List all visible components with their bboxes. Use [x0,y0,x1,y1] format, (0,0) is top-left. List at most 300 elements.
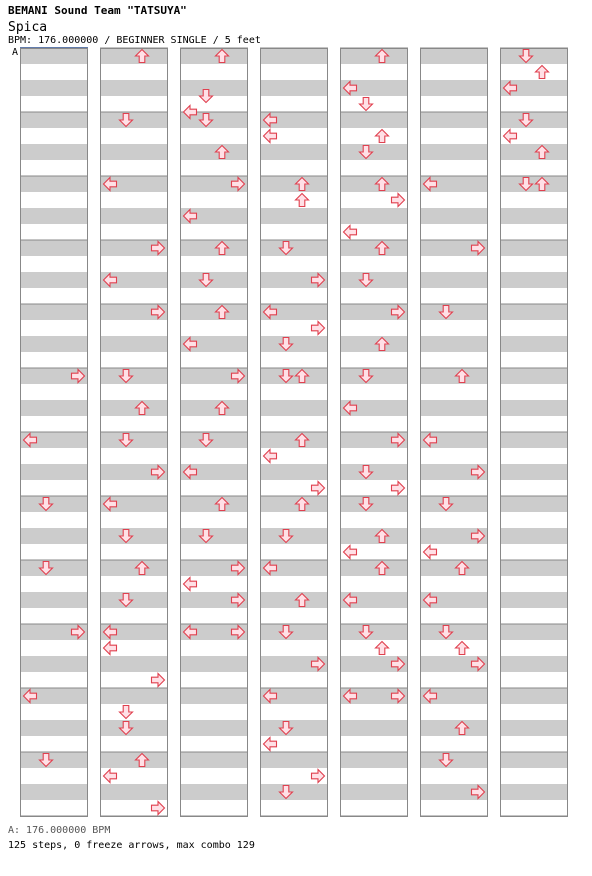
left-arrow-icon [104,626,117,639]
down-arrow-icon [40,562,53,575]
beat-stripe [260,768,328,784]
right-arrow-icon [472,242,485,255]
beat-stripe [340,400,408,416]
right-arrow-icon [232,562,245,575]
beat-stripe [340,368,408,384]
bpm-marker-line [20,47,88,48]
up-arrow-icon [376,642,389,655]
beat-stripe [180,608,248,624]
beat-stripe [260,656,328,672]
beat-stripe [20,96,88,112]
beat-stripe [180,224,248,240]
bpm-marker-label: A [12,47,19,58]
beat-stripe [100,656,168,672]
beat-stripe [500,128,568,144]
beat-stripe [500,528,568,544]
beat-stripe [100,384,168,400]
right-arrow-icon [392,434,405,447]
beat-stripe [340,336,408,352]
beat-stripe [500,544,568,560]
right-arrow-icon [392,690,405,703]
beat-stripe [100,336,168,352]
beat-stripe [420,144,488,160]
beat-stripe [260,224,328,240]
beat-stripe [100,448,168,464]
beat-stripe [100,208,168,224]
beat-stripe [180,368,248,384]
beat-stripe [420,192,488,208]
beat-stripe [100,128,168,144]
right-arrow-icon [472,658,485,671]
up-arrow-icon [136,50,149,63]
beat-stripe [20,400,88,416]
left-arrow-icon [424,546,437,559]
beat-stripe [340,688,408,704]
beat-stripe [500,560,568,576]
beat-stripe [420,752,488,768]
left-arrow-icon [264,306,277,319]
beat-stripe [260,448,328,464]
beat-stripe [260,432,328,448]
right-arrow-icon [72,626,85,639]
beat-stripe [420,288,488,304]
beat-stripe [340,512,408,528]
beat-stripe [260,176,328,192]
beat-stripe [20,464,88,480]
chart-column [341,49,408,817]
left-arrow-icon [104,770,117,783]
beat-stripe [180,96,248,112]
beat-stripe [100,368,168,384]
beat-stripe [180,496,248,512]
beat-stripe [20,160,88,176]
up-arrow-icon [216,146,229,159]
right-arrow-icon [152,466,165,479]
beat-stripe [180,768,248,784]
beat-stripe [420,608,488,624]
beat-stripe [20,240,88,256]
beat-stripe [180,800,248,816]
beat-stripe [20,688,88,704]
left-arrow-icon [184,338,197,351]
beat-stripe [260,288,328,304]
beat-stripe [260,592,328,608]
beat-stripe [500,464,568,480]
beat-stripe [420,64,488,80]
beat-stripe [420,48,488,64]
beat-stripe [340,704,408,720]
beat-stripe [420,320,488,336]
down-arrow-icon [280,242,293,255]
up-arrow-icon [296,594,309,607]
beat-stripe [500,480,568,496]
beat-stripe [420,672,488,688]
beat-stripe [180,144,248,160]
beat-stripe [20,704,88,720]
beat-stripe [500,112,568,128]
beat-stripe [260,480,328,496]
beat-stripe [500,624,568,640]
beat-stripe [260,304,328,320]
right-arrow-icon [472,786,485,799]
beat-stripe [500,496,568,512]
up-arrow-icon [376,50,389,63]
beat-stripe [20,640,88,656]
beat-stripe [500,336,568,352]
beat-stripe [340,448,408,464]
beat-stripe [500,800,568,816]
down-arrow-icon [360,370,373,383]
beat-stripe [500,704,568,720]
beat-stripe [500,768,568,784]
down-arrow-icon [360,466,373,479]
down-arrow-icon [120,370,133,383]
beat-stripe [500,288,568,304]
right-arrow-icon [312,658,325,671]
beat-stripe [500,592,568,608]
beat-stripe [180,176,248,192]
beat-stripe [20,192,88,208]
beat-stripe [180,416,248,432]
beat-stripe [180,208,248,224]
beat-stripe [100,400,168,416]
beat-stripe [100,432,168,448]
right-arrow-icon [392,482,405,495]
beat-stripe [180,656,248,672]
beat-stripe [420,656,488,672]
up-arrow-icon [216,402,229,415]
up-arrow-icon [136,402,149,415]
left-arrow-icon [264,738,277,751]
up-arrow-icon [376,242,389,255]
up-arrow-icon [136,562,149,575]
beat-stripe [500,784,568,800]
down-arrow-icon [360,98,373,111]
beat-stripe [340,416,408,432]
beat-stripe [180,672,248,688]
beat-stripe [100,560,168,576]
beat-stripe [180,256,248,272]
beat-stripe [20,672,88,688]
beat-stripe [100,736,168,752]
beat-stripe [420,576,488,592]
left-arrow-icon [344,690,357,703]
chart-column [181,49,248,817]
beat-stripe [20,752,88,768]
beat-stripe [420,512,488,528]
beat-stripe [180,432,248,448]
beat-stripe [260,736,328,752]
left-arrow-icon [184,466,197,479]
beat-stripe [180,448,248,464]
up-arrow-icon [376,530,389,543]
beat-stripe [420,560,488,576]
beat-stripe [420,128,488,144]
beat-stripe [260,80,328,96]
beat-stripe [100,192,168,208]
up-arrow-icon [216,242,229,255]
beat-stripe [100,512,168,528]
down-arrow-icon [520,50,533,63]
beat-stripe [500,416,568,432]
down-arrow-icon [40,498,53,511]
left-arrow-icon [264,690,277,703]
beat-stripe [180,752,248,768]
beat-stripe [500,64,568,80]
beat-stripe [20,560,88,576]
left-arrow-icon [104,498,117,511]
beat-stripe [260,384,328,400]
beat-stripe [20,592,88,608]
beat-stripe [20,336,88,352]
beat-stripe [340,144,408,160]
beat-stripe [260,544,328,560]
beat-stripe [500,144,568,160]
beat-stripe [340,480,408,496]
down-arrow-icon [40,754,53,767]
beat-stripe [20,80,88,96]
down-arrow-icon [280,338,293,351]
beat-stripe [500,224,568,240]
beat-stripe [340,112,408,128]
beat-stripe [20,128,88,144]
beat-stripe [180,288,248,304]
up-arrow-icon [296,194,309,207]
beat-stripe [100,176,168,192]
beat-stripe [340,560,408,576]
down-arrow-icon [120,434,133,447]
beat-stripe [100,256,168,272]
song-artist: BEMANI Sound Team "TATSUYA" [8,4,187,17]
down-arrow-icon [120,706,133,719]
down-arrow-icon [440,306,453,319]
left-arrow-icon [104,178,117,191]
up-arrow-icon [296,370,309,383]
beat-stripe [340,768,408,784]
beat-stripe [340,80,408,96]
beat-stripe [420,400,488,416]
beat-stripe [500,576,568,592]
beat-stripe [180,352,248,368]
beat-stripe [180,80,248,96]
down-arrow-icon [360,274,373,287]
beat-stripe [260,128,328,144]
beat-stripe [340,592,408,608]
beat-stripe [100,96,168,112]
beat-stripe [340,720,408,736]
beat-stripe [260,576,328,592]
beat-stripe [340,48,408,64]
beat-stripe [340,656,408,672]
down-arrow-icon [280,786,293,799]
beat-stripe [180,480,248,496]
beat-stripe [20,496,88,512]
beat-stripe [340,576,408,592]
chart-info: BPM: 176.000000 / BEGINNER SINGLE / 5 feet [8,35,261,46]
right-arrow-icon [312,274,325,287]
beat-stripe [340,784,408,800]
footer-stats: 125 steps, 0 freeze arrows, max combo 129 [8,840,255,851]
beat-stripe [420,336,488,352]
right-arrow-icon [152,674,165,687]
beat-stripe [180,576,248,592]
beat-stripe [260,272,328,288]
beat-stripe [340,752,408,768]
right-arrow-icon [152,242,165,255]
up-arrow-icon [296,434,309,447]
beat-stripe [420,80,488,96]
beat-stripe [20,448,88,464]
down-arrow-icon [440,754,453,767]
beat-stripe [260,512,328,528]
beat-stripe [180,720,248,736]
beat-stripe [260,96,328,112]
left-arrow-icon [504,130,517,143]
beat-stripe [20,528,88,544]
beat-stripe [100,464,168,480]
beat-stripe [500,272,568,288]
beat-stripe [20,576,88,592]
up-arrow-icon [536,66,549,79]
beat-stripe [340,640,408,656]
beat-stripe [340,736,408,752]
beat-stripe [100,544,168,560]
right-arrow-icon [152,306,165,319]
beat-stripe [500,304,568,320]
beat-stripe [260,208,328,224]
beat-stripe [420,112,488,128]
right-arrow-icon [392,194,405,207]
beat-stripe [500,656,568,672]
beat-stripe [420,704,488,720]
beat-stripe [500,400,568,416]
beat-stripe [420,768,488,784]
beat-stripe [500,208,568,224]
beat-stripe [100,64,168,80]
beat-stripe [100,496,168,512]
beat-stripe [260,528,328,544]
left-arrow-icon [344,226,357,239]
beat-stripe [340,272,408,288]
beat-stripe [260,160,328,176]
beat-stripe [260,240,328,256]
beat-stripe [420,416,488,432]
beat-stripe [260,800,328,816]
beat-stripe [340,256,408,272]
down-arrow-icon [200,90,213,103]
beat-stripe [500,48,568,64]
beat-stripe [260,320,328,336]
up-arrow-icon [376,562,389,575]
beat-stripe [20,784,88,800]
up-arrow-icon [536,146,549,159]
up-arrow-icon [376,130,389,143]
footer-bpm: A: 176.000000 BPM [8,825,111,836]
up-arrow-icon [456,370,469,383]
beat-stripe [260,400,328,416]
beat-stripe [180,400,248,416]
beat-stripe [340,464,408,480]
beat-stripe [420,448,488,464]
down-arrow-icon [520,178,533,191]
beat-stripe [420,368,488,384]
beat-stripe [100,112,168,128]
left-arrow-icon [264,114,277,127]
beat-stripe [420,528,488,544]
beat-stripe [180,384,248,400]
beat-stripe [180,160,248,176]
beat-stripe [260,112,328,128]
beat-stripe [420,480,488,496]
beat-stripe [100,240,168,256]
beat-stripe [20,64,88,80]
beat-stripe [20,656,88,672]
right-arrow-icon [472,466,485,479]
right-arrow-icon [312,770,325,783]
beat-stripe [260,608,328,624]
beat-stripe [100,784,168,800]
up-arrow-icon [536,178,549,191]
beat-stripe [340,608,408,624]
beat-stripe [20,320,88,336]
beat-stripe [260,784,328,800]
down-arrow-icon [520,114,533,127]
beat-stripe [180,112,248,128]
down-arrow-icon [280,626,293,639]
left-arrow-icon [24,690,37,703]
beat-stripe [340,384,408,400]
beat-stripe [340,544,408,560]
beat-stripe [260,672,328,688]
beat-stripe [420,592,488,608]
beat-stripe [180,512,248,528]
beat-stripe [420,784,488,800]
beat-stripe [340,64,408,80]
beat-stripe [340,496,408,512]
beat-stripe [100,80,168,96]
chart-column [21,49,88,817]
beat-stripe [180,640,248,656]
beat-stripe [420,208,488,224]
left-arrow-icon [344,546,357,559]
beat-stripe [500,672,568,688]
beat-stripe [260,144,328,160]
beat-stripe [100,640,168,656]
beat-stripe [420,496,488,512]
beat-stripe [20,176,88,192]
beat-stripe [180,464,248,480]
beat-stripe [260,192,328,208]
left-arrow-icon [184,210,197,223]
beat-stripe [500,608,568,624]
right-arrow-icon [232,178,245,191]
beat-stripe [500,736,568,752]
down-arrow-icon [280,722,293,735]
beat-stripe [500,688,568,704]
left-arrow-icon [184,578,197,591]
beat-stripe [340,432,408,448]
beat-stripe [100,624,168,640]
right-arrow-icon [472,530,485,543]
beat-stripe [100,720,168,736]
beat-stripe [100,768,168,784]
beat-stripe [420,720,488,736]
beat-stripe [20,416,88,432]
beat-stripe [500,320,568,336]
up-arrow-icon [456,562,469,575]
down-arrow-icon [120,114,133,127]
up-arrow-icon [216,498,229,511]
